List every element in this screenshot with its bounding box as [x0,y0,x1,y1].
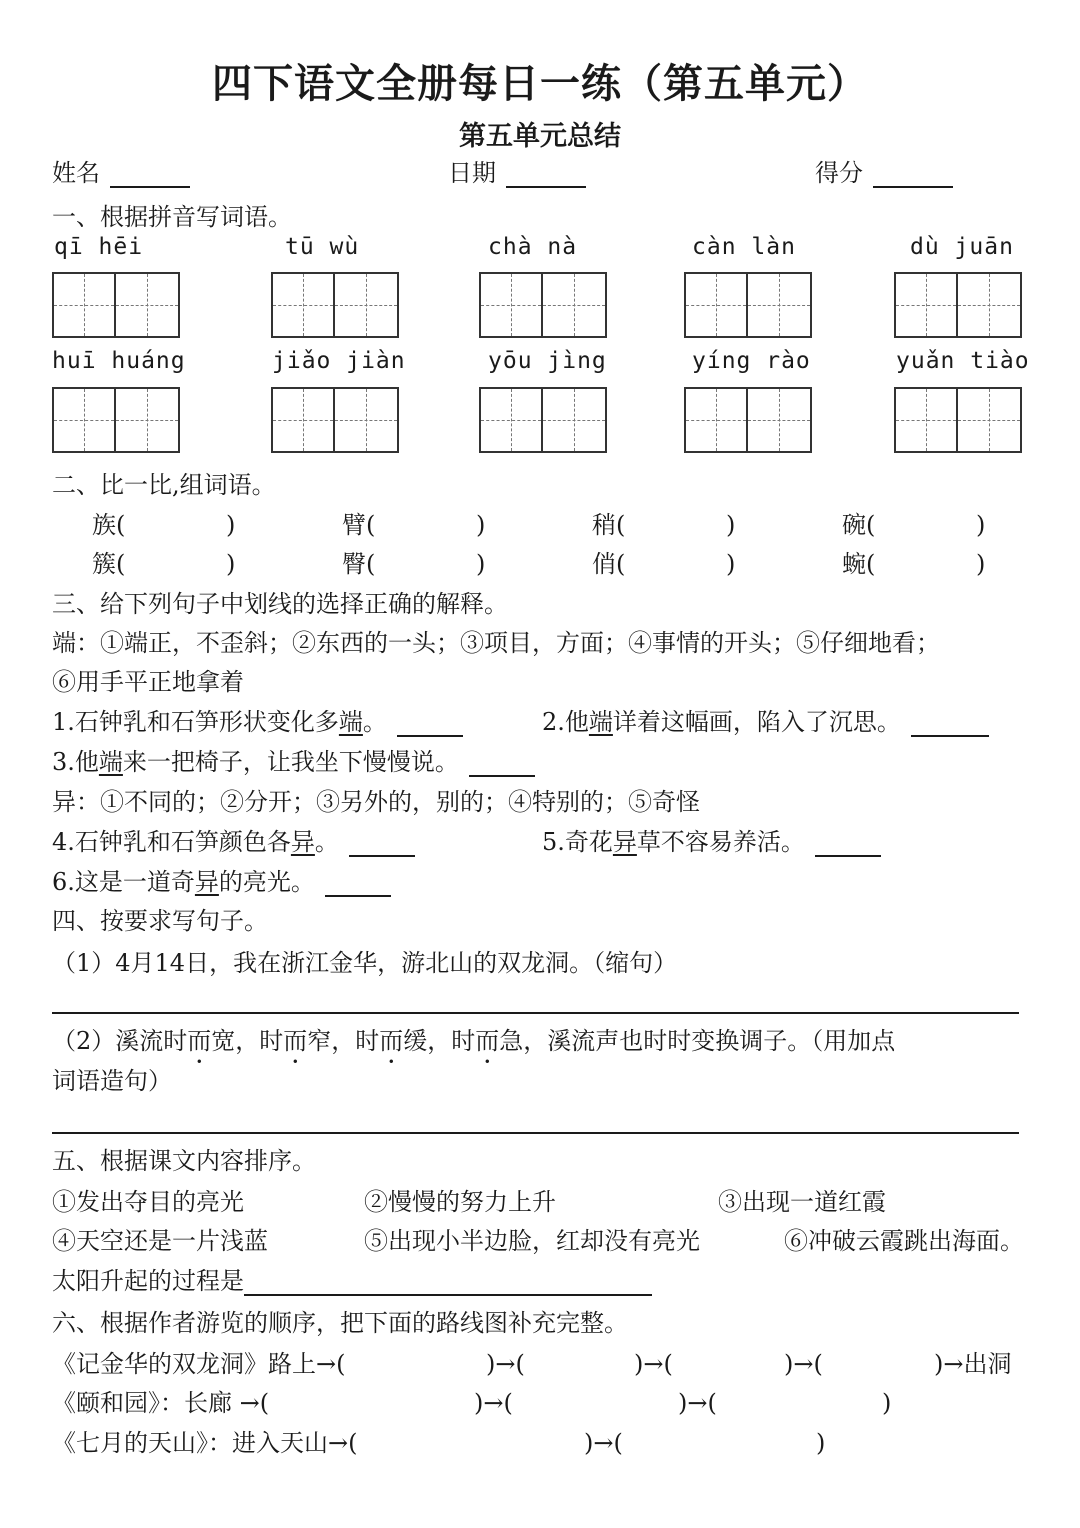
order-answer: 太阳升起的过程是 [52,1266,652,1296]
answer-blank[interactable] [244,1272,652,1296]
answer-line[interactable] [52,1132,1019,1134]
close-paren: ) [226,550,236,578]
close-paren: ) [726,550,736,578]
rewrite-question-1: （1）4月14日，我在浙江金华，游北山的双龙洞。（缩句） [52,949,678,977]
question-1: 1.石钟乳和石笋形状变化多端。 [52,707,463,737]
close-paren: ) [726,511,736,539]
pinyin-label: dù juān [910,234,1014,260]
pinyin-label: yíng rào [692,348,811,374]
question-3: 3.他端来一把椅子，让我坐下慢慢说。 [52,747,535,777]
pinyin-label: càn làn [692,234,796,260]
date-field[interactable] [448,158,586,188]
writing-grid[interactable] [52,272,180,338]
writing-grid[interactable] [684,387,812,453]
rewrite-question-2: （2）溪流时而宽，时而窄，时而缓，时而急，溪流声也时时变换调子。（用加点 [52,1027,896,1055]
close-paren: ) [226,511,236,539]
question-4: 4.石钟乳和石笋颜色各异。 [52,827,415,857]
route-3-sep: )→( [584,1429,623,1457]
answer-blank[interactable] [349,833,415,857]
writing-grid[interactable] [271,387,399,453]
writing-grid[interactable] [894,387,1022,453]
route-2-start: 《颐和园》：长廊 →( [52,1389,270,1417]
date-blank[interactable] [506,164,586,188]
name-field[interactable] [52,158,190,188]
pinyin-label: yuǎn tiào [896,348,1030,374]
pinyin-label: qī hēi [54,234,144,260]
answer-blank[interactable] [325,873,391,897]
pinyin-label: huī huáng [52,348,186,374]
page-title: 四下语文全册每日一练（第五单元） [212,61,868,107]
question-6: 6.这是一道奇异的亮光。 [52,867,391,897]
writing-grid[interactable] [684,272,812,338]
section4-heading: 四、按要求写句子。 [52,907,268,935]
pinyin-label: chà nà [488,234,578,260]
duan-definitions-cont: ⑥用手平正地拿着 [52,668,244,696]
route-1-end: )→出洞 [934,1350,1012,1378]
writing-grid[interactable] [271,272,399,338]
writing-grid[interactable] [479,272,607,338]
compare-char: 蜿( [842,550,876,578]
writing-grid[interactable] [52,387,180,453]
question-2: 2.他端详着这幅画，陷入了沉思。 [542,707,989,737]
name-blank[interactable] [110,164,190,188]
compare-char: 臀( [342,550,376,578]
section1-heading: 一、根据拼音写词语。 [52,203,292,231]
compare-char: 族( [92,511,126,539]
date-label: 日期 [448,159,496,187]
compare-char: 碗( [842,511,876,539]
route-1-sep: )→( [486,1350,525,1378]
score-field[interactable] [815,158,953,188]
order-item: ⑤出现小半边脸，红却没有亮光 [364,1227,700,1255]
answer-blank[interactable] [815,833,881,857]
order-item: ④天空还是一片浅蓝 [52,1227,268,1255]
writing-grid[interactable] [479,387,607,453]
order-item: ②慢慢的努力上升 [364,1188,556,1216]
rewrite-question-2-cont: 词语造句） [52,1067,172,1095]
route-2-sep: )→( [474,1389,513,1417]
close-paren: ) [976,550,986,578]
section2-heading: 二、比一比,组词语。 [52,471,276,499]
yi-definitions: 异：①不同的；②分开；③另外的，别的；④特别的；⑤奇怪 [52,788,700,816]
compare-char: 稍( [592,511,626,539]
close-paren: ) [476,550,486,578]
route-1-sep: )→( [784,1350,823,1378]
order-item: ⑥冲破云霞跳出海面。 [784,1227,1024,1255]
route-3-start: 《七月的天山》：进入天山→( [52,1429,358,1457]
writing-grid[interactable] [894,272,1022,338]
answer-blank[interactable] [397,713,463,737]
score-blank[interactable] [873,164,953,188]
answer-blank[interactable] [911,713,989,737]
route-1-start: 《记金华的双龙洞》路上→( [52,1350,346,1378]
name-label: 姓名 [52,159,100,187]
pinyin-label: jiǎo jiàn [272,348,406,374]
route-1-sep: )→( [634,1350,673,1378]
compare-char: 臂( [342,511,376,539]
compare-char: 簇( [92,550,126,578]
close-paren: ) [976,511,986,539]
compare-char: 俏( [592,550,626,578]
order-item: ①发出夺目的亮光 [52,1188,244,1216]
section6-heading: 六、根据作者游览的顺序，把下面的路线图补充完整。 [52,1309,628,1337]
answer-line[interactable] [52,1012,1019,1014]
duan-definitions: 端：①端正，不歪斜；②东西的一头；③项目，方面；④事情的开头；⑤仔细地看； [52,629,940,657]
pinyin-label: tū wù [285,234,360,260]
page-subtitle: 第五单元总结 [459,121,621,152]
answer-blank[interactable] [469,753,535,777]
order-item: ③出现一道红霞 [718,1188,886,1216]
route-2-sep: )→( [678,1389,717,1417]
route-2-close: ) [882,1389,892,1417]
close-paren: ) [476,511,486,539]
score-label: 得分 [815,159,863,187]
section5-heading: 五、根据课文内容排序。 [52,1147,316,1175]
question-5: 5.奇花异草不容易养活。 [542,827,881,857]
route-3-close: ) [816,1429,826,1457]
pinyin-label: yōu jìng [488,348,607,374]
section3-heading: 三、给下列句子中划线的选择正确的解释。 [52,590,508,618]
